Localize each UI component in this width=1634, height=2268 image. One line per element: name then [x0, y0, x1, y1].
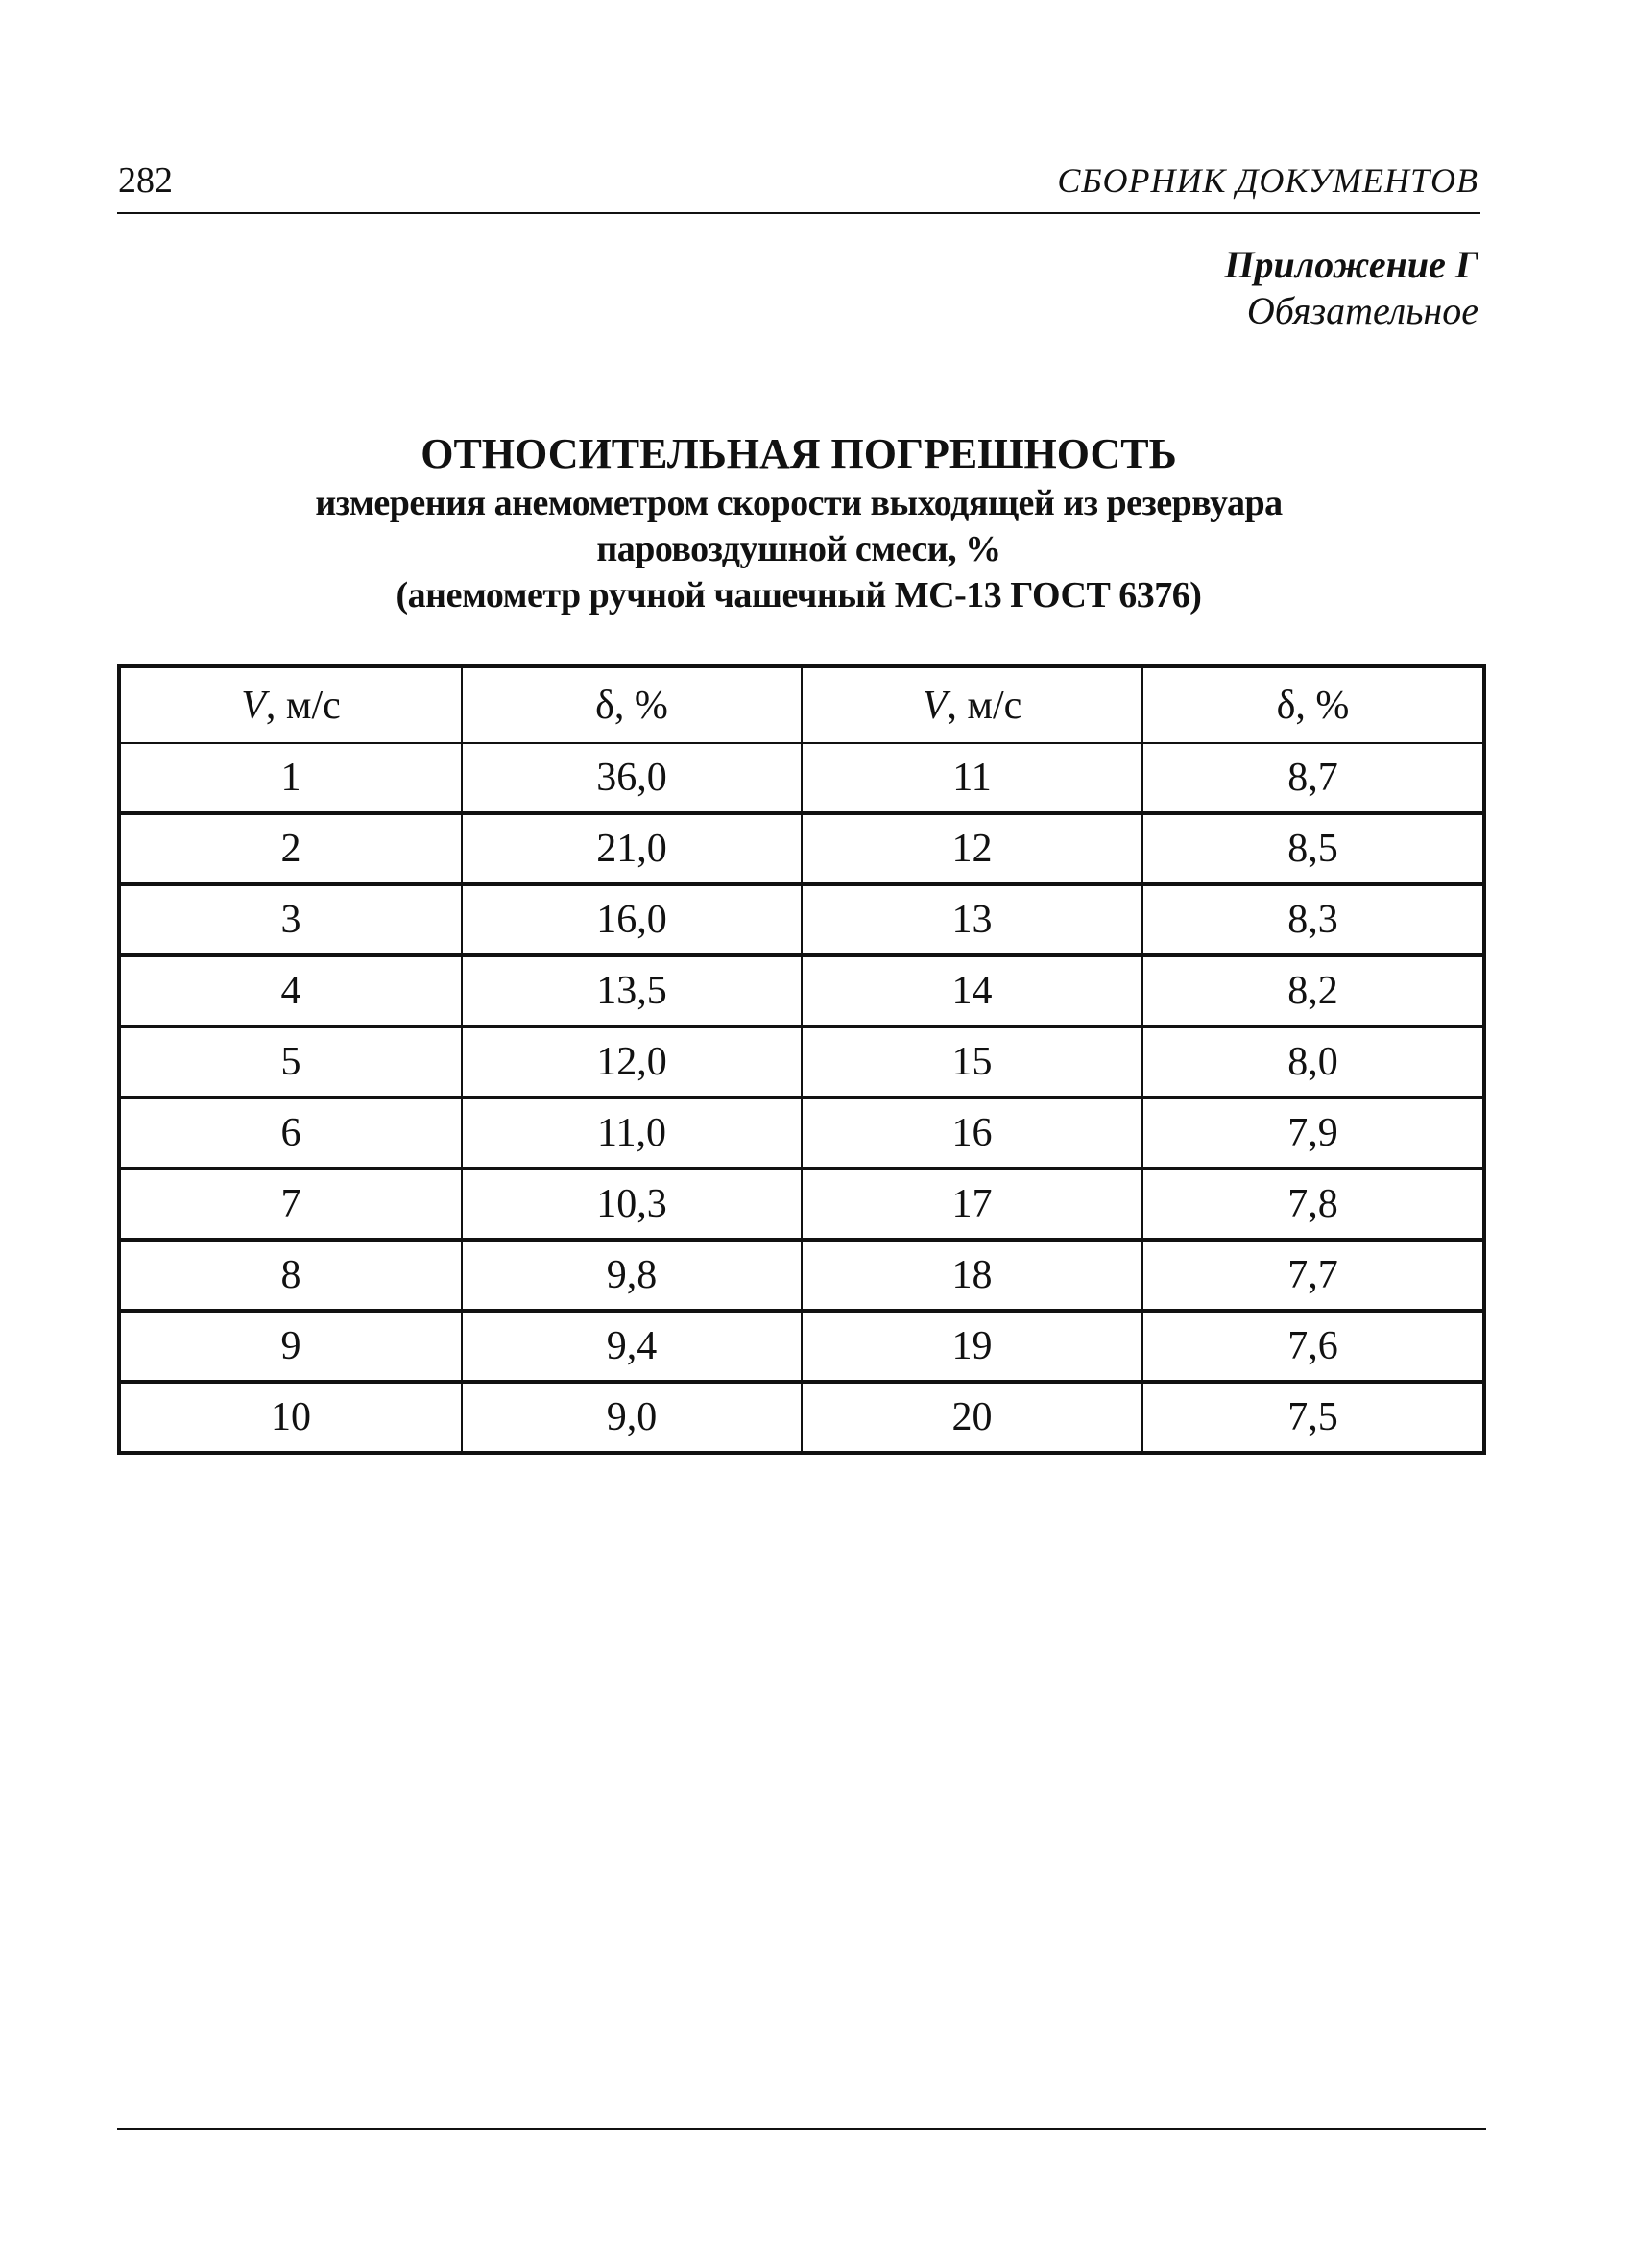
- header-speed-2-unit: , м/с: [947, 683, 1022, 728]
- speed-cell: 18: [802, 1240, 1142, 1311]
- table-row: [119, 1382, 1484, 1453]
- speed-cell: 10: [119, 1382, 462, 1453]
- speed-cell: 3: [119, 884, 462, 955]
- speed-cell: 1: [119, 743, 462, 813]
- speed-cell: 11: [802, 743, 1142, 813]
- header-speed-1-var: V: [241, 683, 266, 728]
- table-row: [119, 813, 1484, 884]
- table-row: [119, 1026, 1484, 1098]
- speed-cell: 9: [119, 1311, 462, 1382]
- header-error-1-unit: , %: [613, 683, 668, 728]
- header-speed-1-unit: , м/с: [265, 683, 341, 728]
- error-cell: 9,0: [462, 1382, 802, 1453]
- error-cell: 16,0: [462, 884, 802, 955]
- error-cell: 8,3: [1142, 884, 1484, 955]
- error-cell: 8,7: [1142, 743, 1484, 813]
- header-error-1-var: δ: [595, 683, 614, 728]
- header-error-2-unit: , %: [1295, 683, 1350, 728]
- page-number: 282: [118, 160, 173, 201]
- error-cell: 8,2: [1142, 955, 1484, 1026]
- table-title: [117, 428, 1480, 618]
- error-cell: 12,0: [462, 1026, 802, 1098]
- error-cell: 7,6: [1142, 1311, 1484, 1382]
- error-cell: 9,8: [462, 1240, 802, 1311]
- table-row: [119, 1311, 1484, 1382]
- title-line-1: измерения анемометром скорости выходящей из резервуара: [315, 483, 1283, 523]
- running-head: СБОРНИК ДОКУМЕНТОВ: [1057, 161, 1478, 200]
- speed-cell: 7: [119, 1169, 462, 1240]
- header-error-2-var: δ: [1276, 683, 1296, 728]
- error-cell: 11,0: [462, 1098, 802, 1169]
- header-speed-1: [119, 666, 462, 743]
- error-cell: 7,8: [1142, 1169, 1484, 1240]
- speed-cell: 4: [119, 955, 462, 1026]
- table-row: [119, 1240, 1484, 1311]
- header-error-1: [462, 666, 802, 743]
- speed-cell: 8: [119, 1240, 462, 1311]
- error-cell: 36,0: [462, 743, 802, 813]
- speed-cell: 6: [119, 1098, 462, 1169]
- speed-cell: 15: [802, 1026, 1142, 1098]
- error-cell: 13,5: [462, 955, 802, 1026]
- header-rule: [117, 212, 1480, 214]
- appendix-block: [1224, 242, 1478, 334]
- error-cell: 7,9: [1142, 1098, 1484, 1169]
- speed-cell: 19: [802, 1311, 1142, 1382]
- table-row: [119, 743, 1484, 813]
- footer-rule: [117, 2128, 1486, 2130]
- table-row: [119, 1169, 1484, 1240]
- error-cell: 8,0: [1142, 1026, 1484, 1098]
- speed-cell: 13: [802, 884, 1142, 955]
- speed-cell: 2: [119, 813, 462, 884]
- error-cell: 10,3: [462, 1169, 802, 1240]
- speed-cell: 20: [802, 1382, 1142, 1453]
- appendix-status: Обязательное: [1246, 289, 1478, 332]
- speed-cell: 17: [802, 1169, 1142, 1240]
- title-line-3: (анемометр ручной чашечный МС-13 ГОСТ 6376): [396, 575, 1202, 615]
- title-line-2: паровоздушной смеси, %: [596, 529, 1001, 569]
- title-main: ОТНОСИТЕЛЬНАЯ ПОГРЕШНОСТЬ: [421, 430, 1177, 477]
- speed-cell: 14: [802, 955, 1142, 1026]
- appendix-title: Приложение Г: [1224, 243, 1478, 286]
- error-cell: 8,5: [1142, 813, 1484, 884]
- error-cell: 7,7: [1142, 1240, 1484, 1311]
- table-header-row: [119, 666, 1484, 743]
- header-speed-2: [802, 666, 1142, 743]
- speed-cell: 16: [802, 1098, 1142, 1169]
- header-speed-2-var: V: [922, 683, 948, 728]
- speed-cell: 5: [119, 1026, 462, 1098]
- table-row: [119, 884, 1484, 955]
- error-cell: 9,4: [462, 1311, 802, 1382]
- error-cell: 7,5: [1142, 1382, 1484, 1453]
- speed-cell: 12: [802, 813, 1142, 884]
- error-table: [117, 664, 1486, 1455]
- header-error-2: [1142, 666, 1484, 743]
- error-cell: 21,0: [462, 813, 802, 884]
- table-row: [119, 955, 1484, 1026]
- table-row: [119, 1098, 1484, 1169]
